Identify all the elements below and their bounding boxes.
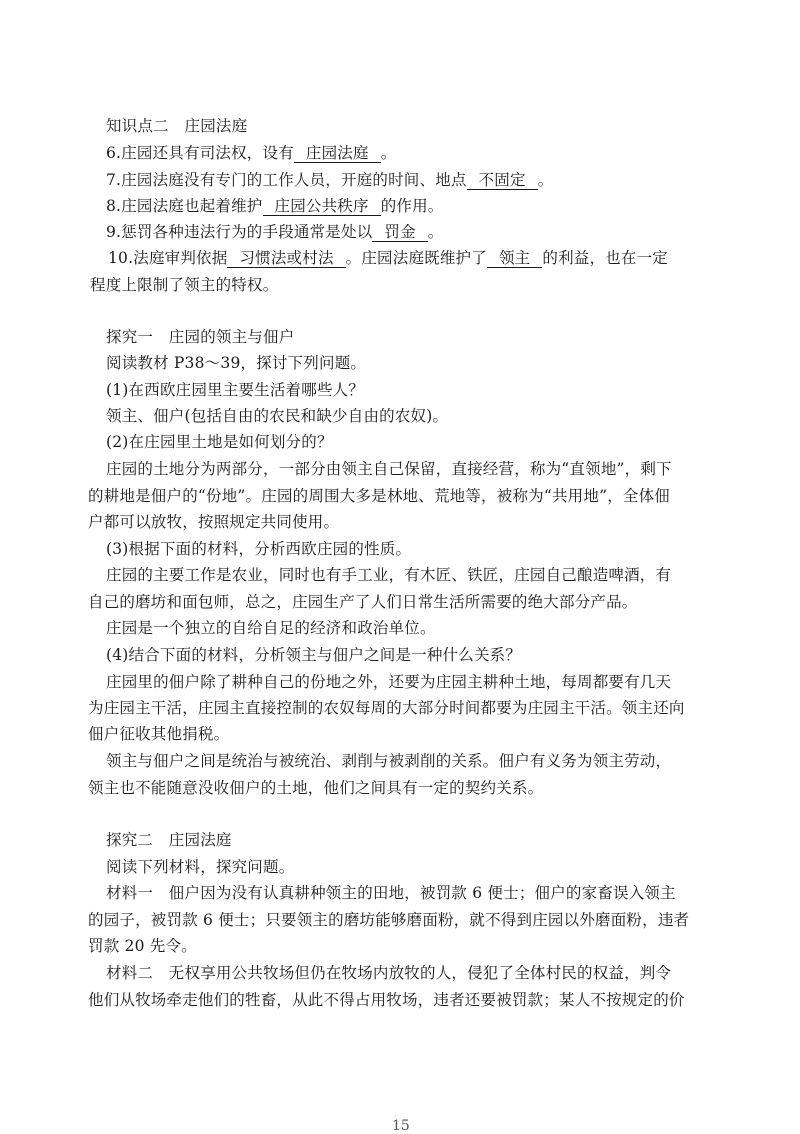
material1-line3: 罚款 20 先令。	[88, 937, 197, 955]
explore1-a3: 庄园是一个独立的自给自足的经济和政治单位。	[106, 619, 436, 637]
explore1-m4-line1: 庄园里的佃户除了耕种自己的份地之外，还要为庄园主耕种土地，每周都要有几天	[106, 673, 672, 691]
explore1-m3-line1: 庄园的主要工作是农业，同时也有手工业，有木匠、铁匠，庄园自己酿造啤酒，有	[106, 566, 672, 584]
question-7	[106, 170, 736, 190]
q6-after: 。	[380, 144, 397, 162]
explore1-a2-line1: 庄园的土地分为两部分，一部分由领主自己保留，直接经营，称为“直领地”，剩下	[106, 460, 672, 478]
q9-after: 。	[427, 223, 444, 241]
q9-text: 9.惩罚各种违法行为的手段通常是处以	[106, 223, 373, 241]
explore1-a2-line3: 户都可以放牧，按照规定共同使用。	[88, 513, 340, 531]
explore1-a4-line1: 领主与佃户之间是统治与被统治、剥削与被剥削的关系。佃户有义务为领主劳动，	[106, 752, 672, 770]
material2-line2: 他们从牧场牵走他们的牲畜，从此不得占用牧场，违者还要被罚款；某人不按规定的价	[88, 991, 685, 1009]
material2-line1: 材料二 无权享用公共牧场但仍在牧场内放牧的人，侵犯了全体村民的权益，判令	[106, 964, 672, 982]
q8-text: 8.庄园法庭也起着维护	[106, 197, 263, 215]
question-10	[108, 248, 738, 268]
section-heading: 知识点二 庄园法庭	[106, 117, 248, 135]
explore1-a1: 领主、佃户(包括自由的农民和缺少自由的农奴)。	[106, 407, 449, 425]
question-8	[106, 196, 736, 216]
q6-answer: 庄园法庭	[294, 145, 381, 163]
explore1-intro: 阅读教材 P38～39，探讨下列问题。	[106, 354, 367, 372]
explore1-q2: (2)在庄园里土地是如何划分的？	[106, 433, 333, 451]
explore1-m3-line2: 自己的磨坊和面包师，总之，庄园生产了人们日常生活所需要的绝大部分产品。	[88, 593, 638, 611]
explore1-q4: (4)结合下面的材料，分析领主与佃户之间是一种什么关系？	[106, 646, 522, 664]
explore1-a2-line2: 的耕地是佃户的“份地”。庄园的周围大多是林地、荒地等，被称为“共用地”，全体佃	[88, 487, 670, 505]
explore2-intro: 阅读下列材料，探究问题。	[106, 858, 295, 876]
q7-after: 。	[537, 171, 554, 189]
q8-after: 的作用。	[380, 197, 444, 215]
question-6	[106, 143, 736, 163]
explore1-q1: (1)在西欧庄园里主要生活着哪些人？	[106, 381, 365, 399]
material1-line1: 材料一 佃户因为没有认真耕种领主的田地，被罚款 6 便士；佃户的家畜误入领主	[106, 884, 676, 902]
q10-text: 10.法庭审判依据	[108, 249, 228, 267]
explore1-q3: (3)根据下面的材料，分析西欧庄园的性质。	[106, 540, 412, 558]
explore1-a4-line2: 领主也不能随意没收佃户的土地，他们之间具有一定的契约关系。	[88, 779, 544, 797]
explore1-m4-line2: 为庄园主干活，庄园主直接控制的农奴每周的大部分时间都要为庄园主干活。领主还向	[88, 699, 685, 717]
q10-answer-1: 习惯法或村法	[227, 250, 345, 268]
q10-after: 的利益，也在一定	[542, 249, 668, 267]
q8-answer: 庄园公共秩序	[263, 198, 381, 216]
page-number: 15	[392, 1118, 410, 1134]
q9-answer: 罚金	[372, 224, 427, 242]
explore1-heading: 探究一 庄园的领主与佃户	[106, 328, 295, 346]
question-10-line2: 程度上限制了领主的特权。	[90, 276, 279, 294]
question-9	[106, 222, 736, 242]
q7-text: 7.庄园法庭没有专门的工作人员，开庭的时间、地点	[106, 171, 467, 189]
explore2-heading: 探究二 庄园法庭	[106, 831, 232, 849]
material1-line2: 的园子，被罚款 6 便士；只要领主的磨坊能够磨面粉，就不得到庄园以外磨面粉，违者	[88, 911, 690, 929]
q6-text: 6.庄园还具有司法权，设有	[106, 144, 294, 162]
q7-answer: 不固定	[467, 172, 538, 190]
explore1-m4-line3: 佃户征收其他捐税。	[88, 725, 230, 743]
q10-answer-2: 领主	[487, 250, 542, 268]
q10-middle: 。庄园法庭既维护了	[345, 249, 487, 267]
